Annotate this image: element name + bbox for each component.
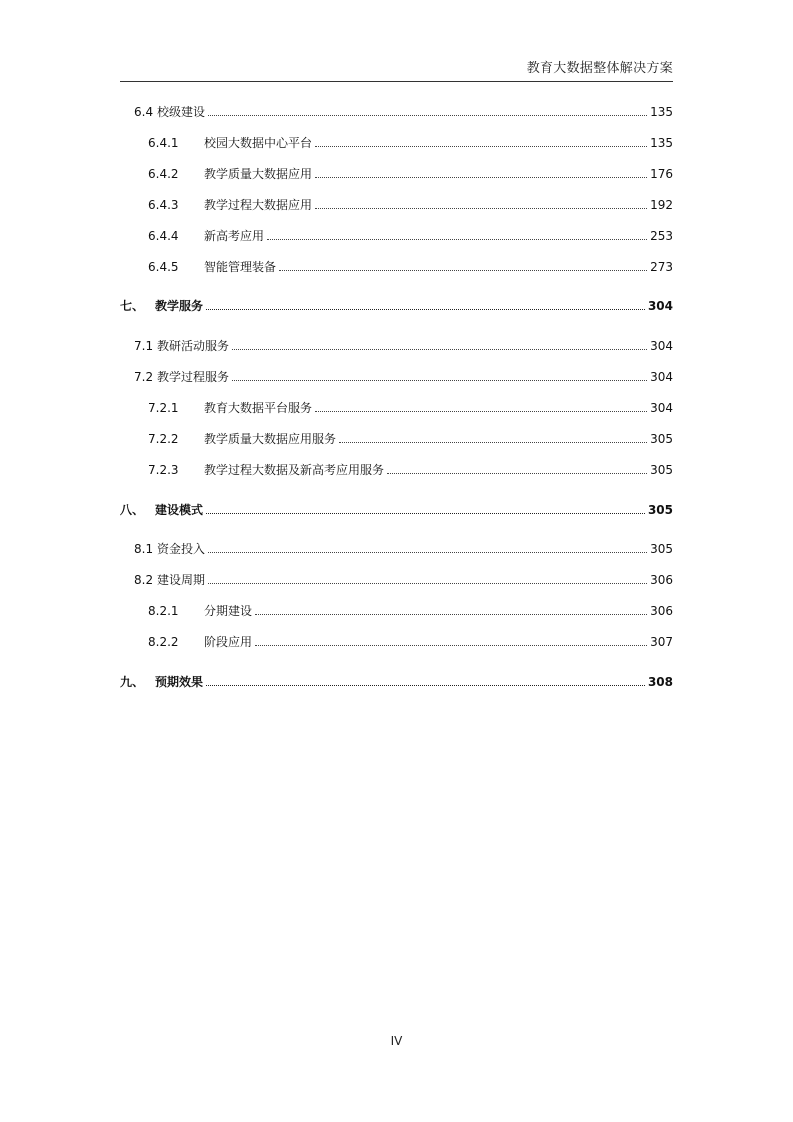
toc-entry-number: 7.2.1 [148,401,179,415]
toc-entry-page: 305 [650,542,673,556]
toc-entry-label: 智能管理装备 [204,260,277,274]
toc-entry-page: 176 [650,167,673,181]
toc-entry[interactable] [0,258,793,276]
toc-entry-page: 307 [650,635,673,649]
toc-entry[interactable] [0,337,793,355]
toc-entry-page: 273 [650,260,673,274]
toc-entry-number: 8.2.2 [148,635,179,649]
toc-entry-number: 7.2.2 [148,432,179,446]
toc-entry-label: 教学质量大数据应用 [204,167,313,181]
toc-entry[interactable] [0,227,793,245]
toc-leader-dots [232,349,647,350]
toc-entry-label: 新高考应用 [204,229,265,243]
toc-entry-label: 校级建设 [157,105,206,119]
toc-leader-dots [339,442,647,443]
toc-leader-dots [206,513,645,514]
toc-entry-page: 135 [650,105,673,119]
toc-leader-dots [208,552,647,553]
toc-entry[interactable] [0,196,793,214]
toc-entry-number: 8.1 [134,542,154,556]
toc-leader-dots [315,146,647,147]
toc-entry-page: 135 [650,136,673,150]
toc-entry-number: 7.2.3 [148,463,179,477]
toc-entry-page: 304 [650,370,673,384]
toc-entry-number: 八、 [120,503,145,517]
toc-leader-dots [206,685,645,686]
toc-entry-page: 304 [647,299,673,313]
toc-entry-number: 8.2.1 [148,604,179,618]
toc-leader-dots [208,115,647,116]
toc-entry-page: 305 [650,463,673,477]
running-header-title: 教育大数据整体解决方案 [526,61,673,76]
toc-entry-label: 分期建设 [204,604,253,618]
header-rule [120,81,673,82]
toc-entry-label: 教育大数据平台服务 [204,401,313,415]
toc-entry-number: 8.2 [134,573,154,587]
toc-entry-page: 304 [650,339,673,353]
toc-entry[interactable] [0,368,793,386]
toc-entry-number: 6.4.1 [148,136,179,150]
toc-entry-page: 305 [647,503,673,517]
toc-entry-label: 校园大数据中心平台 [204,136,313,150]
toc-entry-number: 7.2 [134,370,154,384]
toc-leader-dots [255,614,647,615]
toc-leader-dots [206,309,645,310]
toc-leader-dots [208,583,647,584]
toc-leader-dots [255,645,647,646]
toc-entry-page: 306 [650,604,673,618]
toc-entry-label: 预期效果 [155,675,204,689]
toc-entry-number: 6.4.4 [148,229,179,243]
toc-entry[interactable] [0,297,793,315]
toc-leader-dots [315,208,647,209]
toc-entry[interactable] [0,673,793,691]
toc-entry-number: 6.4.5 [148,260,179,274]
toc-leader-dots [267,239,647,240]
toc-entry[interactable] [0,501,793,519]
toc-entry[interactable] [0,103,793,121]
toc-leader-dots [315,177,647,178]
toc-entry-number: 7.1 [134,339,154,353]
toc-entry-page: 306 [650,573,673,587]
toc-entry[interactable] [0,430,793,448]
toc-entry-label: 教学服务 [155,299,204,313]
toc-entry-number: 6.4.3 [148,198,179,212]
toc-leader-dots [279,270,647,271]
toc-entry[interactable] [0,134,793,152]
toc-entry-label: 建设模式 [155,503,204,517]
toc-entry[interactable] [0,165,793,183]
toc-entry-number: 6.4.2 [148,167,179,181]
toc-entry-page: 308 [647,675,673,689]
toc-entry-page: 305 [650,432,673,446]
toc-entry-label: 建设周期 [157,573,206,587]
toc-entry[interactable] [0,633,793,651]
toc-entry-page: 253 [650,229,673,243]
toc-entry-label: 教学过程服务 [157,370,230,384]
toc-entry-label: 阶段应用 [204,635,253,649]
toc-entry[interactable] [0,461,793,479]
toc-entry-number: 九、 [120,675,145,689]
toc-entry-label: 教学过程大数据应用 [204,198,313,212]
toc-entry-label: 教学质量大数据应用服务 [204,432,337,446]
toc-leader-dots [387,473,647,474]
toc-entry-label: 教学过程大数据及新高考应用服务 [204,463,385,477]
toc-entry-label: 资金投入 [157,542,206,556]
toc-leader-dots [232,380,647,381]
toc-entry[interactable] [0,399,793,417]
toc-entry[interactable] [0,571,793,589]
toc-entry-page: 192 [650,198,673,212]
toc-entry[interactable] [0,602,793,620]
toc-entry[interactable] [0,540,793,558]
toc-entry-number: 七、 [120,299,145,313]
toc-entry-number: 6.4 [134,105,154,119]
toc-entry-label: 教研活动服务 [157,339,230,353]
footer-page-number: IV [390,1034,403,1048]
toc-leader-dots [315,411,647,412]
toc-entry-page: 304 [650,401,673,415]
